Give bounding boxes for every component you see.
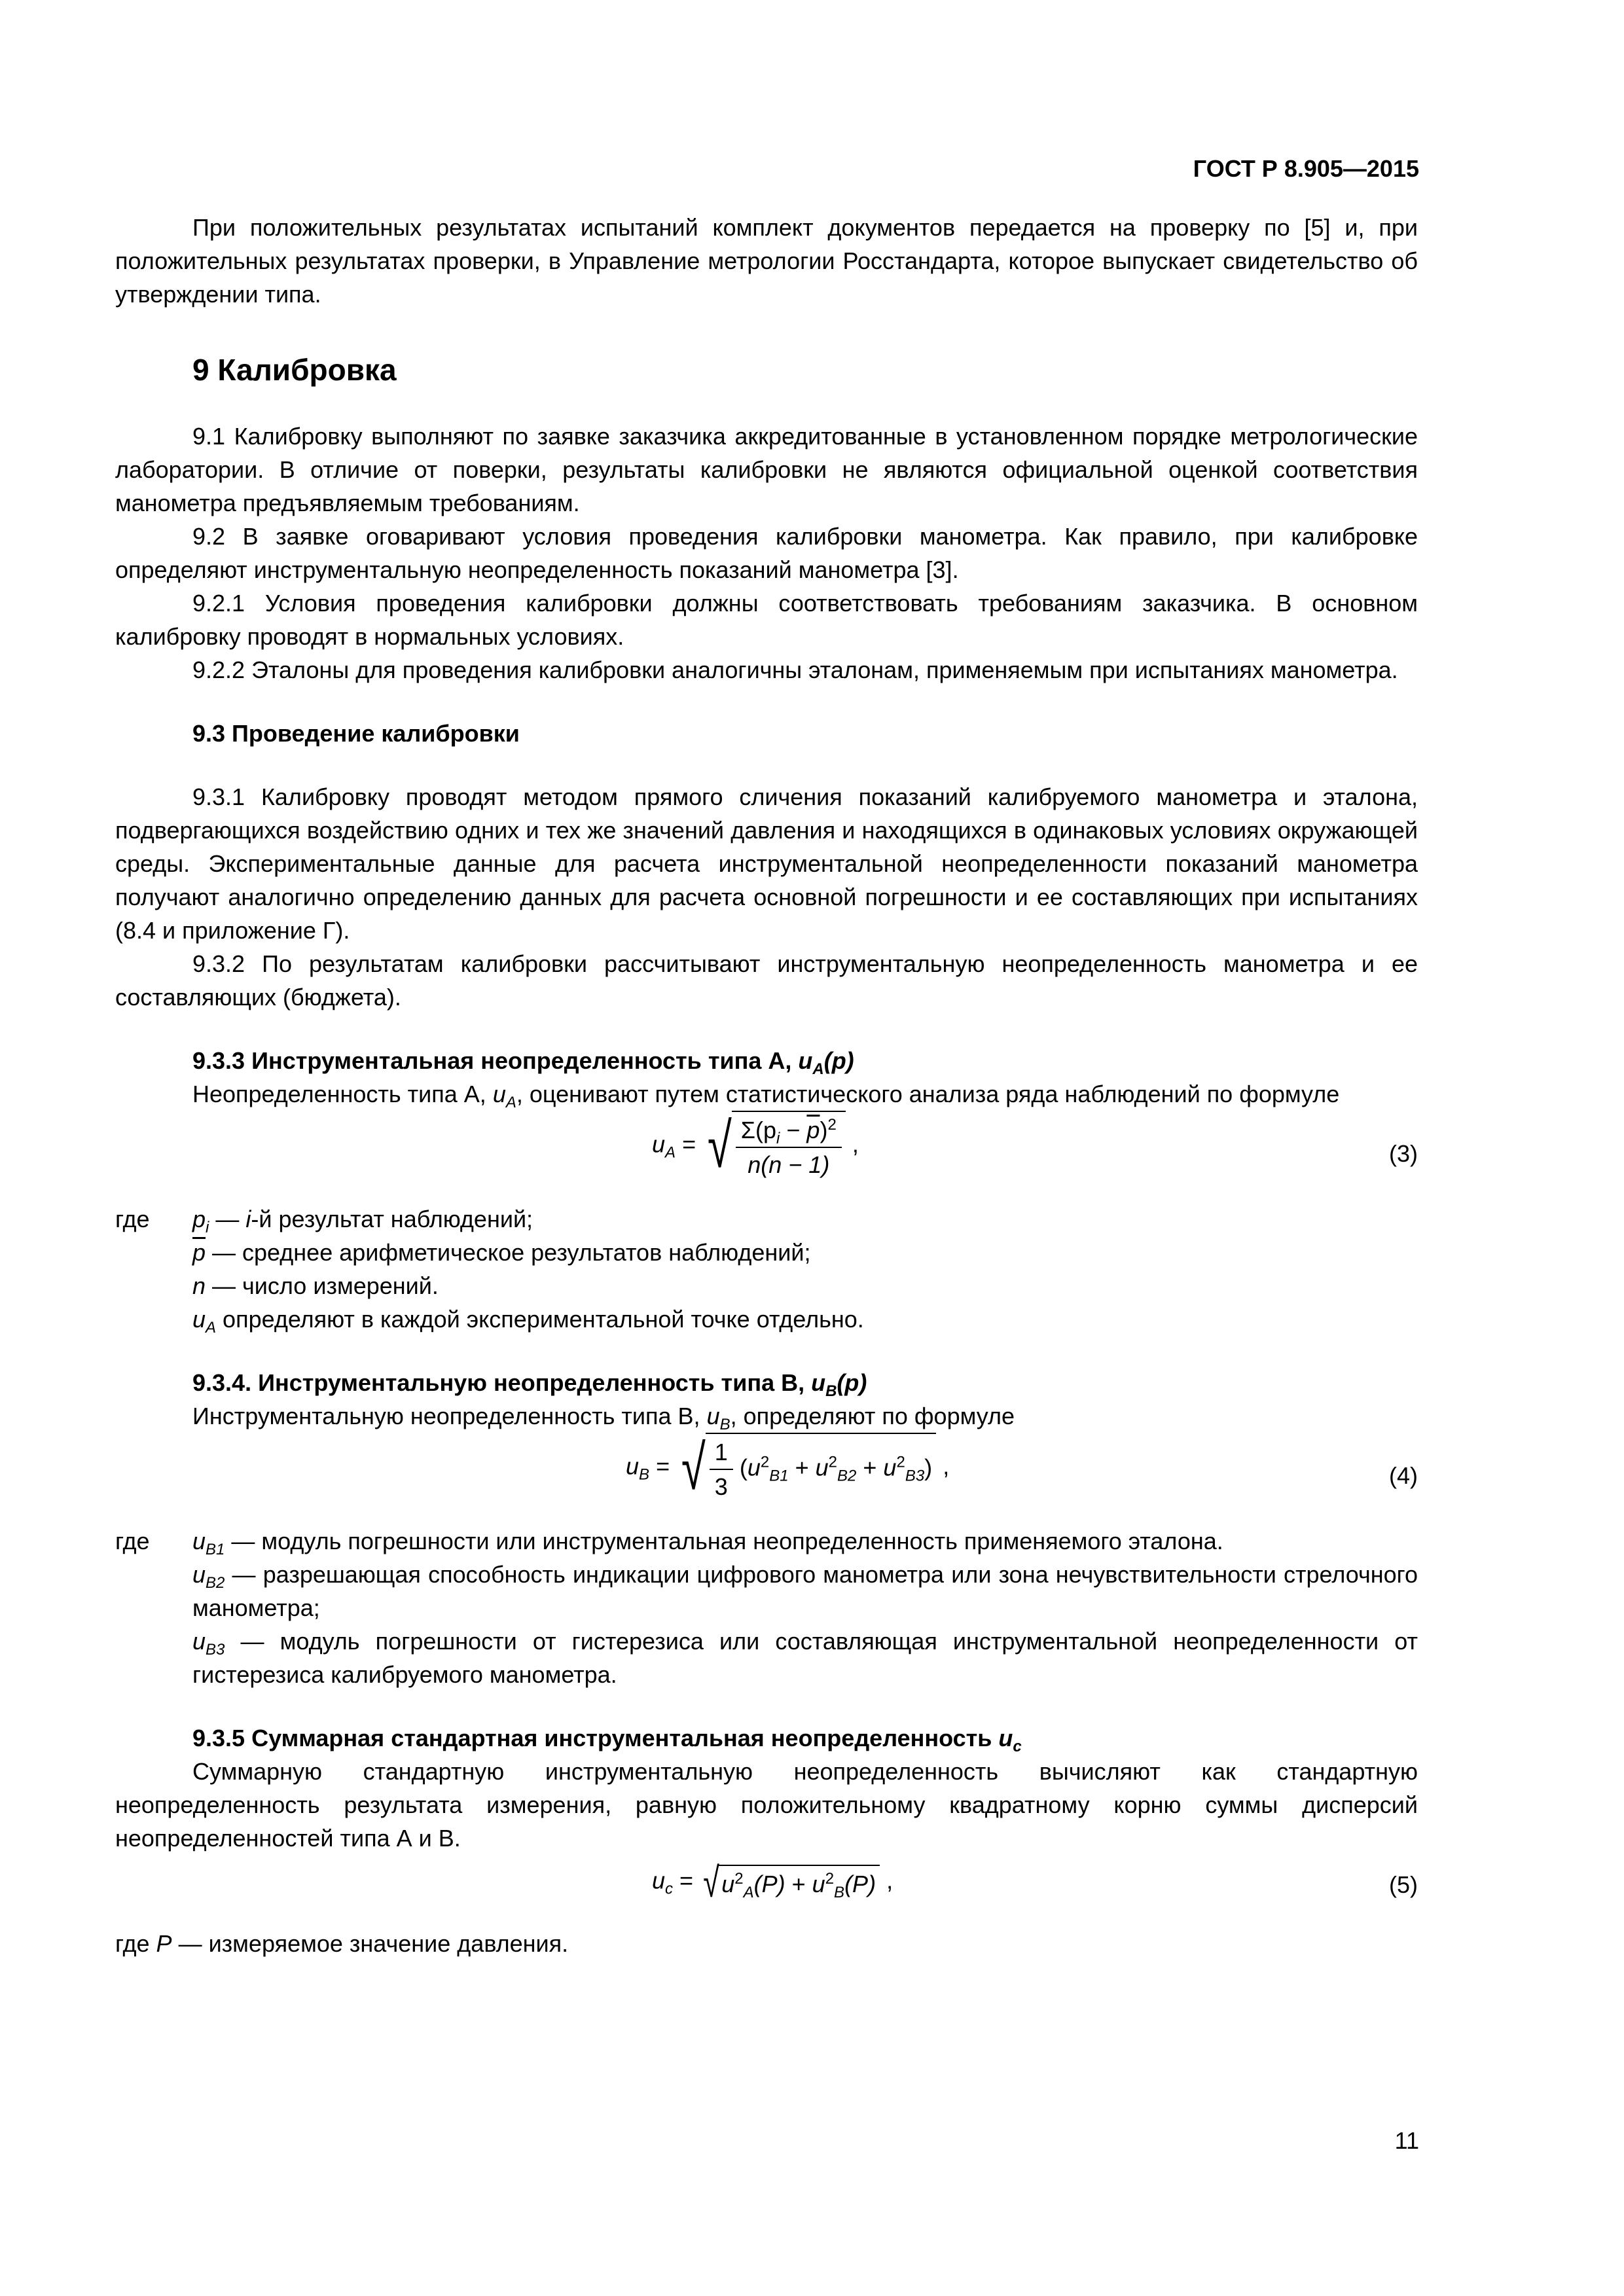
section-9-heading: 9 Калибровка [192,353,397,387]
formula-4 [115,1433,1418,1524]
section-9-3-4-heading: 9.3.4. Инструментальную неопределенность типа В, $u_B(p)$ [192,1369,867,1401]
section-9-3-3-heading: 9.3.3 Инструментальная неопределенность типа А, $u_A(p)$ [192,1047,854,1079]
radical-sign: √ [703,1859,719,1906]
paragraph-9-2: 9.2 В заявке оговаривают условия проведения калибровки манометра. Как правило, при калибровке определяют инструментальную неопределенность показаний манометра [3]. [115,523,1418,583]
intro-paragraph: При положительных результатах испытаний комплект документов передается на проверку по [5] и, при положительных результатах проверки, в Управление метрологии Росстандарта, которое выпускает свидетельство об утверждении типа. [115,214,1418,308]
paragraph-9-3-1: 9.3.1 Калибровку проводят методом прямого сличения показаний калибруемого манометра и эталона, подвергающихся воздействию одних и тех же значений давления и находящихся в одинаковых условиях окружающей среды. Экспериментальные данные для расчета инструментальной неопределенности показаний манометра получают аналогично определению данных для расчета основной погрешности и ее составляющих при испытаниях (8.4 и приложение Г). [115,783,1418,944]
formula-5-body: $u_c = √u^2_A(P) + u^2_B(P)$ , [652,1859,893,1906]
formula-3-body: $u_A$ = √ $\frac{\Sigma(p_i - \overline{p})^2}{n(n - 1)}$ , [652,1111,859,1181]
formula-4-legend: где $u_{B1}$ — модуль погрешности или инструментальная неопределенность применяемого эталона. $u_{B2}$ — разрешающая способность индикации цифрового манометра или зона нечувствительности стрелочного манометра; $u_{B3}$ — модуль погрешности от гистерезиса или составляющая инструментальной неопределенности от гистерезиса калибруемого манометра. [115,1528,1418,1688]
standard-number: ГОСТ Р 8.905—2015 [1193,155,1419,182]
paragraph-9-1: 9.1 Калибровку выполняют по заявке заказчика аккредитованные в установленном порядке метрологические лаборатории. В отличие от поверки, результаты калибровки не являются официальной оценкой соответствия манометра предъявляемым требованиям. [115,423,1418,516]
formula-4-number: (4) [1389,1462,1418,1489]
paragraph-9-3-5: Суммарную стандартную инструментальную неопределенность вычисляют как стандартную неопределенность результата измерения, равную положительному квадратному корню суммы дисперсий неопределенностей типа А и В. [115,1758,1418,1852]
radical-sign: √ [707,1111,732,1181]
formula-3 [115,1111,1418,1202]
formula-5 [115,1855,1418,1927]
section-9-3-heading: 9.3 Проведение калибровки [192,720,520,747]
section-9-3-5-heading: 9.3.5 Суммарная стандартная инструментальная неопределенность $u_c$ [192,1725,1022,1756]
page-number: 11 [1394,2127,1419,2154]
paragraph-9-3-4: Инструментальную неопределенность типа В, $u_B$, определяют по формуле [192,1403,1015,1434]
formula-3-legend: где $p_i$ — i-й результат наблюдений; $\overline{p}$ — среднее арифметическое результатов наблюдений; n — число измерений. $u_A$ определяют в каждой экспериментальной точке отдельно. [115,1206,864,1337]
formula-3-number: (3) [1389,1140,1418,1167]
paragraph-9-3-3: Неопределенность типа А, $u_A$, оценивают путем статистического анализа ряда наблюдений по формуле [192,1081,1340,1112]
radical-sign: √ [681,1433,706,1503]
paragraph-9-2-2: 9.2.2 Эталоны для проведения калибровки аналогичны эталонам, применяемым при испытаниях манометра. [192,656,1398,683]
formula-4-body: $u_B$ = √ $\frac{1}{3}$ $(u^2_{B1} + u^2_{B2} + u^2_{B3})$ , [626,1433,950,1503]
paragraph-9-2-1: 9.2.1 Условия проведения калибровки должны соответствовать требованиям заказчика. В основном калибровку проводят в нормальных условиях. [115,590,1418,650]
formula-5-legend: где P — измеряемое значение давления. [115,1930,569,1957]
paragraph-9-3-2: 9.3.2 По результатам калибровки рассчитывают инструментальную неопределенность манометра и ее составляющих (бюджета). [115,950,1418,1011]
page-content [115,211,1418,1960]
formula-5-number: (5) [1389,1871,1418,1898]
